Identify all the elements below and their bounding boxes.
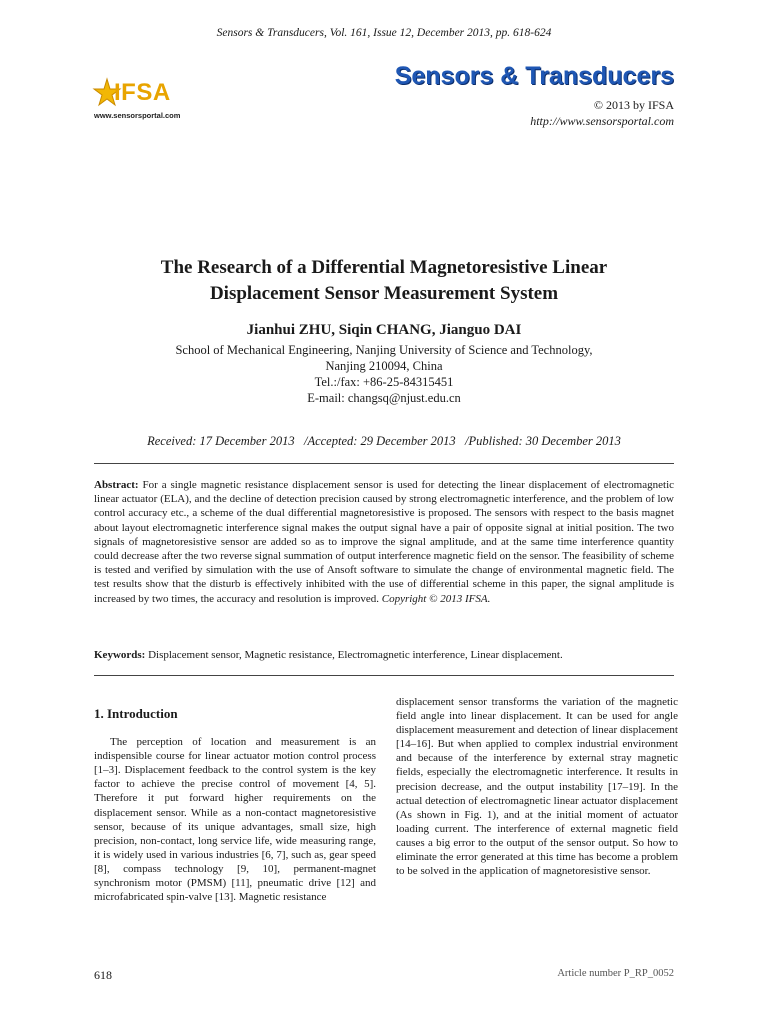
title-line-2: Displacement Sensor Measurement System xyxy=(209,283,559,304)
keywords-text: Displacement sensor, Magnetic resistance, Electromagnetic interference, Linear displacement. xyxy=(148,649,563,661)
affiliation-line: Nanjing 210094, China xyxy=(325,359,443,373)
page-number: 618 xyxy=(94,968,112,982)
copyright-line: © 2013 by IFSA xyxy=(593,98,674,112)
divider xyxy=(94,675,674,676)
affiliation-line: School of Mechanical Engineering, Nanjing University of Science and Technology, xyxy=(175,343,593,357)
logo-wordmark: IFSA xyxy=(114,79,171,106)
abstract-copyright: Copyright © 2013 IFSA. xyxy=(381,592,491,605)
divider xyxy=(94,463,674,464)
section-heading: 1. Introduction xyxy=(94,706,178,721)
column-left xyxy=(94,707,376,904)
logo-url: www.sensorsportal.com xyxy=(94,111,181,120)
ifsa-logo xyxy=(92,77,204,127)
affiliation xyxy=(0,342,768,406)
abstract-label: Abstract: xyxy=(94,479,139,491)
keywords xyxy=(94,648,674,662)
abstract-text: For a single magnetic resistance displacement sensor is used for detecting the linear displacement of electromagnetic linear actuator (ELA), and the decline of detection precision caused by strong electromagnetic interference, and the problem of low control accuracy etc., a scheme of the dual differential magnetoresistive is proposed. The sensors with respect to the basis magnet about layout electromagnetic interference signal makes the output signal have a pair of opposite signal at initial position. The two signals of magnetoresistive sensor are added so as to improve the signal amplitude, and at the same time interference quantity could decrease after the two reverse signal summation of output interference magnetic field on the sensor. The feasibility of scheme is tested and verified by simulation with the use of Ansoft software to simulate the change of environmental magnetic field. The test results show that the disturb is effectively inhibited with the use of differential scheme in this paper, the signal amplitude is increased by two times, the accuracy and resolution is improved. xyxy=(94,479,675,605)
affiliation-email[interactable]: E-mail: changsq@njust.edu.cn xyxy=(307,391,461,405)
journal-url[interactable]: http://www.sensorsportal.com xyxy=(530,114,674,128)
journal-name: Sensors & Transducers xyxy=(394,62,674,90)
affiliation-line: Tel.:/fax: +86-25-84315451 xyxy=(314,375,454,389)
column-right xyxy=(396,695,678,878)
keywords-label: Keywords: xyxy=(94,649,146,661)
article-number: Article number P_RP_0052 xyxy=(557,968,674,979)
running-header: Sensors & Transducers, Vol. 161, Issue 12, December 2013, pp. 618-624 xyxy=(216,27,552,39)
abstract xyxy=(94,478,674,606)
paper-title xyxy=(0,255,768,307)
body-text: displacement sensor transforms the variation of the magnetic field angle into linear displacement. It can be used for angle displacement measurement and detection of linear displacement [14–16]. But when applied to complex industrial environment and because of the interference by external stray magnetic fields, especially the electromagnetic interference. It results in precision decrease, and the output instability [17–19]. In the actual detection of electromagnetic linear actuator displacement (As shown in Fig. 1), and at the initial moment of actuator loading current. The interference of external magnetic field causes a big error to the output of the sensor output. So how to eliminate the error generated at this time has become a problem to be solved in the application of magnetoresistive sensor. xyxy=(396,696,678,878)
body-text: The perception of location and measurement is an indispensible course for linear actuator motion control process [1–3]. Displacement feedback to the control system is the key factor to achieve the precise control of movement [4, 5]. Therefore it put forward higher requirements on the displacement sensor. While as a non-contact magnetoresistive sensor, because of its unique advantages, small size, high precision, non-contact, long service life, wide measuring range, it is widely used in various industries [6, 7], such as, gear speed [8], compass technology [9, 10], permanent-magnet synchronism motor (PMSM) [11], pneumatic drive [12] and microfabricated spin-valve [13]. Magnetic resistance xyxy=(94,736,376,904)
authors: Jianhui ZHU, Siqin CHANG, Jianguo DAI xyxy=(246,322,522,338)
title-line-1: The Research of a Differential Magnetoresistive Linear xyxy=(160,257,608,278)
publication-dates: Received: 17 December 2013 /Accepted: 29 December 2013 /Published: 30 December 2013 xyxy=(147,434,621,448)
